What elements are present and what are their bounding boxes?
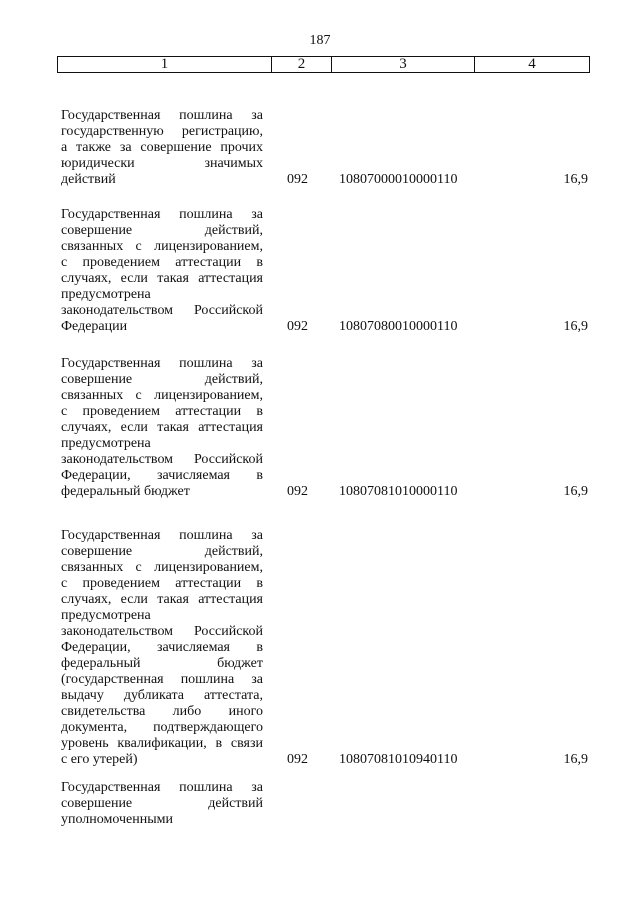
description-line: совершение действий [61,796,263,811]
row-description [61,356,263,500]
column-header-2: 2 [272,57,332,72]
description-line: предусмотрена [61,436,151,451]
description-line: связанных с лицензированием, [61,388,263,403]
description-line: случаях, если такая аттестация [61,271,263,286]
description-line: связанных с лицензированием, [61,239,263,254]
description-line: связанных с лицензированием, [61,560,263,575]
description-line: федеральный бюджет [61,656,263,671]
description-line: выдачу дубликата аттестата, [61,688,263,703]
table-header [57,56,590,73]
admin-code: 092 [287,319,308,334]
column-header-1: 1 [58,57,272,72]
column-header-3: 3 [332,57,475,72]
description-line: с проведением аттестации в [61,255,263,270]
table-row [0,511,640,768]
description-line: уровень квалификации, в связи [61,736,263,751]
description-line: а также за совершение прочих [61,140,263,155]
description-line: Государственная пошлина за [61,108,263,123]
row-description [61,207,263,335]
description-line: документа, подтверждающего [61,720,263,735]
description-line: свидетельства либо иного [61,704,263,719]
description-line: федеральный бюджет [61,484,190,499]
admin-code: 092 [287,172,308,187]
kbk-code: 10807000010000110 [339,172,458,187]
description-line: Федерации, зачисляемая в [61,468,263,483]
description-line: предусмотрена [61,608,151,623]
amount: 16,9 [563,172,588,187]
description-line: совершение действий, [61,372,263,387]
description-line: действий [61,172,116,187]
kbk-code: 10807081010000110 [339,484,458,499]
description-line: с проведением аттестации в [61,404,263,419]
description-line: с проведением аттестации в [61,576,263,591]
table-row [0,346,640,500]
description-line: уполномоченными [61,812,174,827]
description-line: Государственная пошлина за [61,207,263,222]
description-line: (государственная пошлина за [61,672,263,687]
description-line: законодательством Российской [61,303,263,318]
description-line: случаях, если такая аттестация [61,592,263,607]
description-line: совершение действий, [61,544,263,559]
row-description [61,528,263,768]
row-description [61,108,263,188]
page-number: 187 [309,33,331,48]
table-row [0,778,640,828]
description-line: Государственная пошлина за [61,528,263,543]
admin-code: 092 [287,484,308,499]
description-line: юридически значимых [61,156,263,171]
description-line: предусмотрена [61,287,151,302]
description-line: Федерации, зачисляемая в [61,640,263,655]
kbk-code: 10807080010000110 [339,319,458,334]
description-line: совершение действий, [61,223,263,238]
description-line: государственную регистрацию, [61,124,263,139]
description-line: Федерации [61,319,128,334]
description-line: случаях, если такая аттестация [61,420,263,435]
description-line: Государственная пошлина за [61,356,263,371]
table-row [0,100,640,188]
amount: 16,9 [563,319,588,334]
description-line: с его утерей) [61,752,138,767]
admin-code: 092 [287,752,308,767]
description-line: законодательством Российской [61,624,263,639]
description-line: Государственная пошлина за [61,780,263,795]
column-header-4: 4 [528,56,536,72]
kbk-code: 10807081010940110 [339,752,458,767]
amount: 16,9 [563,752,588,767]
table-row [0,198,640,335]
row-description [61,780,263,828]
description-line: законодательством Российской [61,452,263,467]
amount: 16,9 [563,484,588,499]
